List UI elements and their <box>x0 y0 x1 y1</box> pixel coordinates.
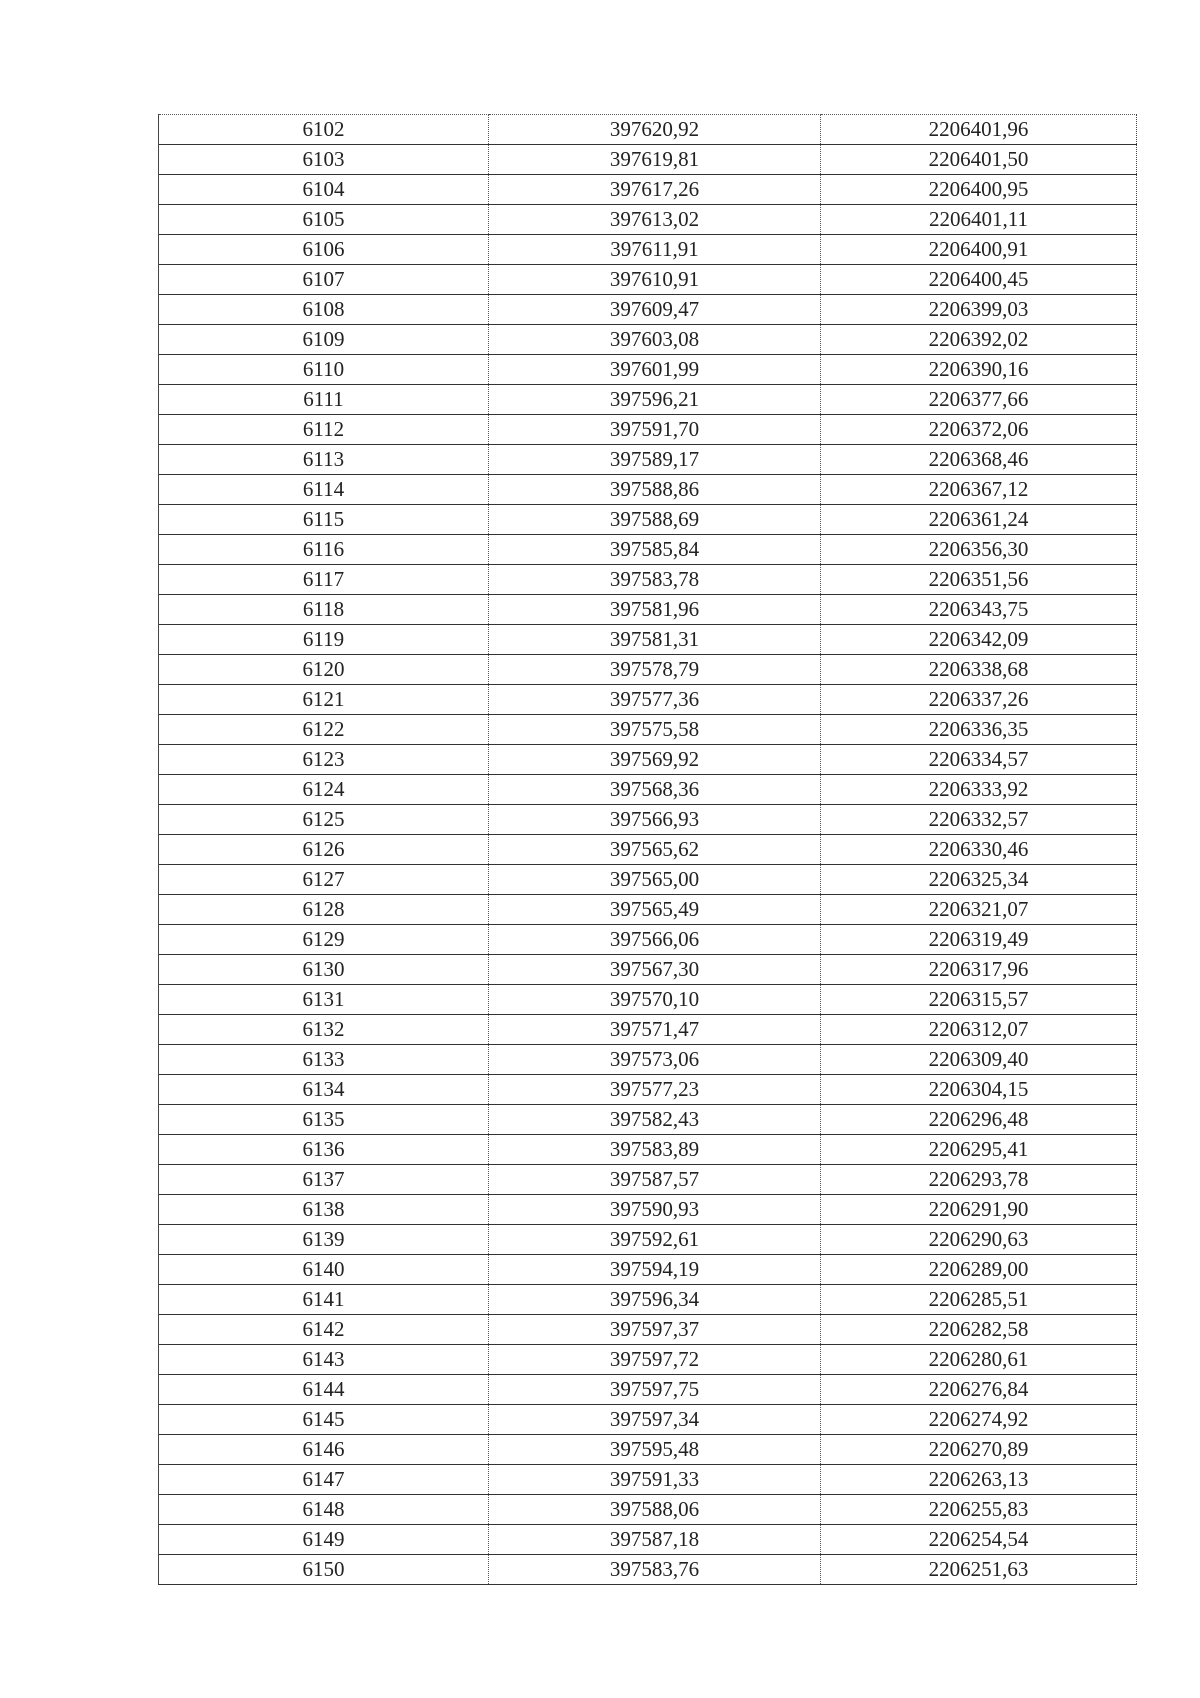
point-number-cell: 6126 <box>159 835 489 865</box>
point-number-cell: 6135 <box>159 1105 489 1135</box>
table-row <box>159 355 1137 385</box>
coordinates-table <box>158 114 1137 1585</box>
table-row <box>159 115 1137 145</box>
x-coordinate-cell: 397601,99 <box>489 355 821 385</box>
table-row <box>159 1225 1137 1255</box>
table-row <box>159 1465 1137 1495</box>
point-number-cell: 6114 <box>159 475 489 505</box>
x-coordinate-cell: 397565,62 <box>489 835 821 865</box>
point-number-cell: 6113 <box>159 445 489 475</box>
point-number-cell: 6120 <box>159 655 489 685</box>
x-coordinate-cell: 397571,47 <box>489 1015 821 1045</box>
point-number-cell: 6110 <box>159 355 489 385</box>
table-row <box>159 415 1137 445</box>
x-coordinate-cell: 397597,75 <box>489 1375 821 1405</box>
table-row <box>159 625 1137 655</box>
x-coordinate-cell: 397591,33 <box>489 1465 821 1495</box>
table-row <box>159 565 1137 595</box>
point-number-cell: 6145 <box>159 1405 489 1435</box>
table-row <box>159 1525 1137 1555</box>
x-coordinate-cell: 397569,92 <box>489 745 821 775</box>
table-row <box>159 1375 1137 1405</box>
point-number-cell: 6142 <box>159 1315 489 1345</box>
point-number-cell: 6149 <box>159 1525 489 1555</box>
x-coordinate-cell: 397588,69 <box>489 505 821 535</box>
table-row <box>159 805 1137 835</box>
table-row <box>159 325 1137 355</box>
table-row <box>159 985 1137 1015</box>
x-coordinate-cell: 397567,30 <box>489 955 821 985</box>
table-row <box>159 235 1137 265</box>
y-coordinate-cell: 2206401,11 <box>821 205 1137 235</box>
y-coordinate-cell: 2206400,95 <box>821 175 1137 205</box>
y-coordinate-cell: 2206399,03 <box>821 295 1137 325</box>
table-row <box>159 295 1137 325</box>
x-coordinate-cell: 397581,96 <box>489 595 821 625</box>
table-row <box>159 835 1137 865</box>
y-coordinate-cell: 2206351,56 <box>821 565 1137 595</box>
y-coordinate-cell: 2206377,66 <box>821 385 1137 415</box>
x-coordinate-cell: 397565,49 <box>489 895 821 925</box>
table-row <box>159 745 1137 775</box>
table-row <box>159 175 1137 205</box>
x-coordinate-cell: 397585,84 <box>489 535 821 565</box>
x-coordinate-cell: 397617,26 <box>489 175 821 205</box>
x-coordinate-cell: 397595,48 <box>489 1435 821 1465</box>
point-number-cell: 6107 <box>159 265 489 295</box>
x-coordinate-cell: 397573,06 <box>489 1045 821 1075</box>
table-row <box>159 1045 1137 1075</box>
y-coordinate-cell: 2206325,34 <box>821 865 1137 895</box>
point-number-cell: 6131 <box>159 985 489 1015</box>
point-number-cell: 6141 <box>159 1285 489 1315</box>
x-coordinate-cell: 397583,89 <box>489 1135 821 1165</box>
x-coordinate-cell: 397596,21 <box>489 385 821 415</box>
table-row <box>159 505 1137 535</box>
y-coordinate-cell: 2206400,91 <box>821 235 1137 265</box>
x-coordinate-cell: 397578,79 <box>489 655 821 685</box>
x-coordinate-cell: 397619,81 <box>489 145 821 175</box>
table-row <box>159 1075 1137 1105</box>
table-row <box>159 145 1137 175</box>
y-coordinate-cell: 2206285,51 <box>821 1285 1137 1315</box>
table-row <box>159 1255 1137 1285</box>
y-coordinate-cell: 2206343,75 <box>821 595 1137 625</box>
table-row <box>159 655 1137 685</box>
table-row <box>159 1495 1137 1525</box>
table-row <box>159 775 1137 805</box>
table-row <box>159 1555 1137 1585</box>
y-coordinate-cell: 2206291,90 <box>821 1195 1137 1225</box>
y-coordinate-cell: 2206263,13 <box>821 1465 1137 1495</box>
x-coordinate-cell: 397611,91 <box>489 235 821 265</box>
y-coordinate-cell: 2206280,61 <box>821 1345 1137 1375</box>
y-coordinate-cell: 2206392,02 <box>821 325 1137 355</box>
point-number-cell: 6115 <box>159 505 489 535</box>
point-number-cell: 6143 <box>159 1345 489 1375</box>
x-coordinate-cell: 397597,37 <box>489 1315 821 1345</box>
table-row <box>159 865 1137 895</box>
point-number-cell: 6127 <box>159 865 489 895</box>
x-coordinate-cell: 397609,47 <box>489 295 821 325</box>
table-row <box>159 715 1137 745</box>
point-number-cell: 6104 <box>159 175 489 205</box>
x-coordinate-cell: 397590,93 <box>489 1195 821 1225</box>
y-coordinate-cell: 2206319,49 <box>821 925 1137 955</box>
x-coordinate-cell: 397577,36 <box>489 685 821 715</box>
coordinates-table-body <box>159 115 1137 1585</box>
table-row <box>159 475 1137 505</box>
point-number-cell: 6138 <box>159 1195 489 1225</box>
x-coordinate-cell: 397583,78 <box>489 565 821 595</box>
x-coordinate-cell: 397581,31 <box>489 625 821 655</box>
point-number-cell: 6116 <box>159 535 489 565</box>
point-number-cell: 6132 <box>159 1015 489 1045</box>
point-number-cell: 6106 <box>159 235 489 265</box>
y-coordinate-cell: 2206338,68 <box>821 655 1137 685</box>
point-number-cell: 6109 <box>159 325 489 355</box>
y-coordinate-cell: 2206290,63 <box>821 1225 1137 1255</box>
table-row <box>159 1135 1137 1165</box>
table-row <box>159 205 1137 235</box>
point-number-cell: 6119 <box>159 625 489 655</box>
x-coordinate-cell: 397597,34 <box>489 1405 821 1435</box>
table-row <box>159 1405 1137 1435</box>
x-coordinate-cell: 397568,36 <box>489 775 821 805</box>
y-coordinate-cell: 2206401,96 <box>821 115 1137 145</box>
point-number-cell: 6134 <box>159 1075 489 1105</box>
y-coordinate-cell: 2206336,35 <box>821 715 1137 745</box>
x-coordinate-cell: 397587,57 <box>489 1165 821 1195</box>
table-row <box>159 685 1137 715</box>
y-coordinate-cell: 2206372,06 <box>821 415 1137 445</box>
point-number-cell: 6108 <box>159 295 489 325</box>
x-coordinate-cell: 397566,93 <box>489 805 821 835</box>
point-number-cell: 6112 <box>159 415 489 445</box>
point-number-cell: 6118 <box>159 595 489 625</box>
y-coordinate-cell: 2206315,57 <box>821 985 1137 1015</box>
point-number-cell: 6111 <box>159 385 489 415</box>
y-coordinate-cell: 2206342,09 <box>821 625 1137 655</box>
x-coordinate-cell: 397565,00 <box>489 865 821 895</box>
point-number-cell: 6144 <box>159 1375 489 1405</box>
table-row <box>159 445 1137 475</box>
point-number-cell: 6139 <box>159 1225 489 1255</box>
table-row <box>159 955 1137 985</box>
x-coordinate-cell: 397613,02 <box>489 205 821 235</box>
x-coordinate-cell: 397596,34 <box>489 1285 821 1315</box>
table-row <box>159 385 1137 415</box>
point-number-cell: 6146 <box>159 1435 489 1465</box>
y-coordinate-cell: 2206332,57 <box>821 805 1137 835</box>
point-number-cell: 6137 <box>159 1165 489 1195</box>
x-coordinate-cell: 397575,58 <box>489 715 821 745</box>
x-coordinate-cell: 397603,08 <box>489 325 821 355</box>
x-coordinate-cell: 397589,17 <box>489 445 821 475</box>
y-coordinate-cell: 2206274,92 <box>821 1405 1137 1435</box>
table-row <box>159 535 1137 565</box>
point-number-cell: 6117 <box>159 565 489 595</box>
x-coordinate-cell: 397583,76 <box>489 1555 821 1585</box>
table-row <box>159 1435 1137 1465</box>
y-coordinate-cell: 2206330,46 <box>821 835 1137 865</box>
y-coordinate-cell: 2206295,41 <box>821 1135 1137 1165</box>
table-row <box>159 1285 1137 1315</box>
y-coordinate-cell: 2206270,89 <box>821 1435 1137 1465</box>
point-number-cell: 6121 <box>159 685 489 715</box>
y-coordinate-cell: 2206289,00 <box>821 1255 1137 1285</box>
point-number-cell: 6140 <box>159 1255 489 1285</box>
point-number-cell: 6124 <box>159 775 489 805</box>
x-coordinate-cell: 397620,92 <box>489 115 821 145</box>
x-coordinate-cell: 397582,43 <box>489 1105 821 1135</box>
y-coordinate-cell: 2206401,50 <box>821 145 1137 175</box>
point-number-cell: 6130 <box>159 955 489 985</box>
table-row <box>159 1345 1137 1375</box>
point-number-cell: 6123 <box>159 745 489 775</box>
point-number-cell: 6125 <box>159 805 489 835</box>
y-coordinate-cell: 2206368,46 <box>821 445 1137 475</box>
y-coordinate-cell: 2206293,78 <box>821 1165 1137 1195</box>
x-coordinate-cell: 397587,18 <box>489 1525 821 1555</box>
y-coordinate-cell: 2206361,24 <box>821 505 1137 535</box>
y-coordinate-cell: 2206304,15 <box>821 1075 1137 1105</box>
y-coordinate-cell: 2206276,84 <box>821 1375 1137 1405</box>
x-coordinate-cell: 397588,06 <box>489 1495 821 1525</box>
point-number-cell: 6105 <box>159 205 489 235</box>
table-row <box>159 895 1137 925</box>
x-coordinate-cell: 397592,61 <box>489 1225 821 1255</box>
y-coordinate-cell: 2206309,40 <box>821 1045 1137 1075</box>
y-coordinate-cell: 2206337,26 <box>821 685 1137 715</box>
y-coordinate-cell: 2206317,96 <box>821 955 1137 985</box>
point-number-cell: 6136 <box>159 1135 489 1165</box>
point-number-cell: 6128 <box>159 895 489 925</box>
x-coordinate-cell: 397597,72 <box>489 1345 821 1375</box>
y-coordinate-cell: 2206282,58 <box>821 1315 1137 1345</box>
y-coordinate-cell: 2206321,07 <box>821 895 1137 925</box>
table-row <box>159 595 1137 625</box>
x-coordinate-cell: 397591,70 <box>489 415 821 445</box>
table-row <box>159 1195 1137 1225</box>
point-number-cell: 6147 <box>159 1465 489 1495</box>
table-row <box>159 1165 1137 1195</box>
y-coordinate-cell: 2206367,12 <box>821 475 1137 505</box>
x-coordinate-cell: 397566,06 <box>489 925 821 955</box>
x-coordinate-cell: 397577,23 <box>489 1075 821 1105</box>
y-coordinate-cell: 2206254,54 <box>821 1525 1137 1555</box>
x-coordinate-cell: 397610,91 <box>489 265 821 295</box>
point-number-cell: 6102 <box>159 115 489 145</box>
y-coordinate-cell: 2206255,83 <box>821 1495 1137 1525</box>
y-coordinate-cell: 2206333,92 <box>821 775 1137 805</box>
table-row <box>159 1105 1137 1135</box>
table-row <box>159 1315 1137 1345</box>
point-number-cell: 6150 <box>159 1555 489 1585</box>
point-number-cell: 6103 <box>159 145 489 175</box>
point-number-cell: 6133 <box>159 1045 489 1075</box>
x-coordinate-cell: 397588,86 <box>489 475 821 505</box>
y-coordinate-cell: 2206296,48 <box>821 1105 1137 1135</box>
y-coordinate-cell: 2206390,16 <box>821 355 1137 385</box>
x-coordinate-cell: 397594,19 <box>489 1255 821 1285</box>
table-row <box>159 265 1137 295</box>
y-coordinate-cell: 2206251,63 <box>821 1555 1137 1585</box>
y-coordinate-cell: 2206334,57 <box>821 745 1137 775</box>
table-row <box>159 1015 1137 1045</box>
point-number-cell: 6129 <box>159 925 489 955</box>
y-coordinate-cell: 2206400,45 <box>821 265 1137 295</box>
y-coordinate-cell: 2206312,07 <box>821 1015 1137 1045</box>
y-coordinate-cell: 2206356,30 <box>821 535 1137 565</box>
point-number-cell: 6148 <box>159 1495 489 1525</box>
x-coordinate-cell: 397570,10 <box>489 985 821 1015</box>
table-row <box>159 925 1137 955</box>
point-number-cell: 6122 <box>159 715 489 745</box>
